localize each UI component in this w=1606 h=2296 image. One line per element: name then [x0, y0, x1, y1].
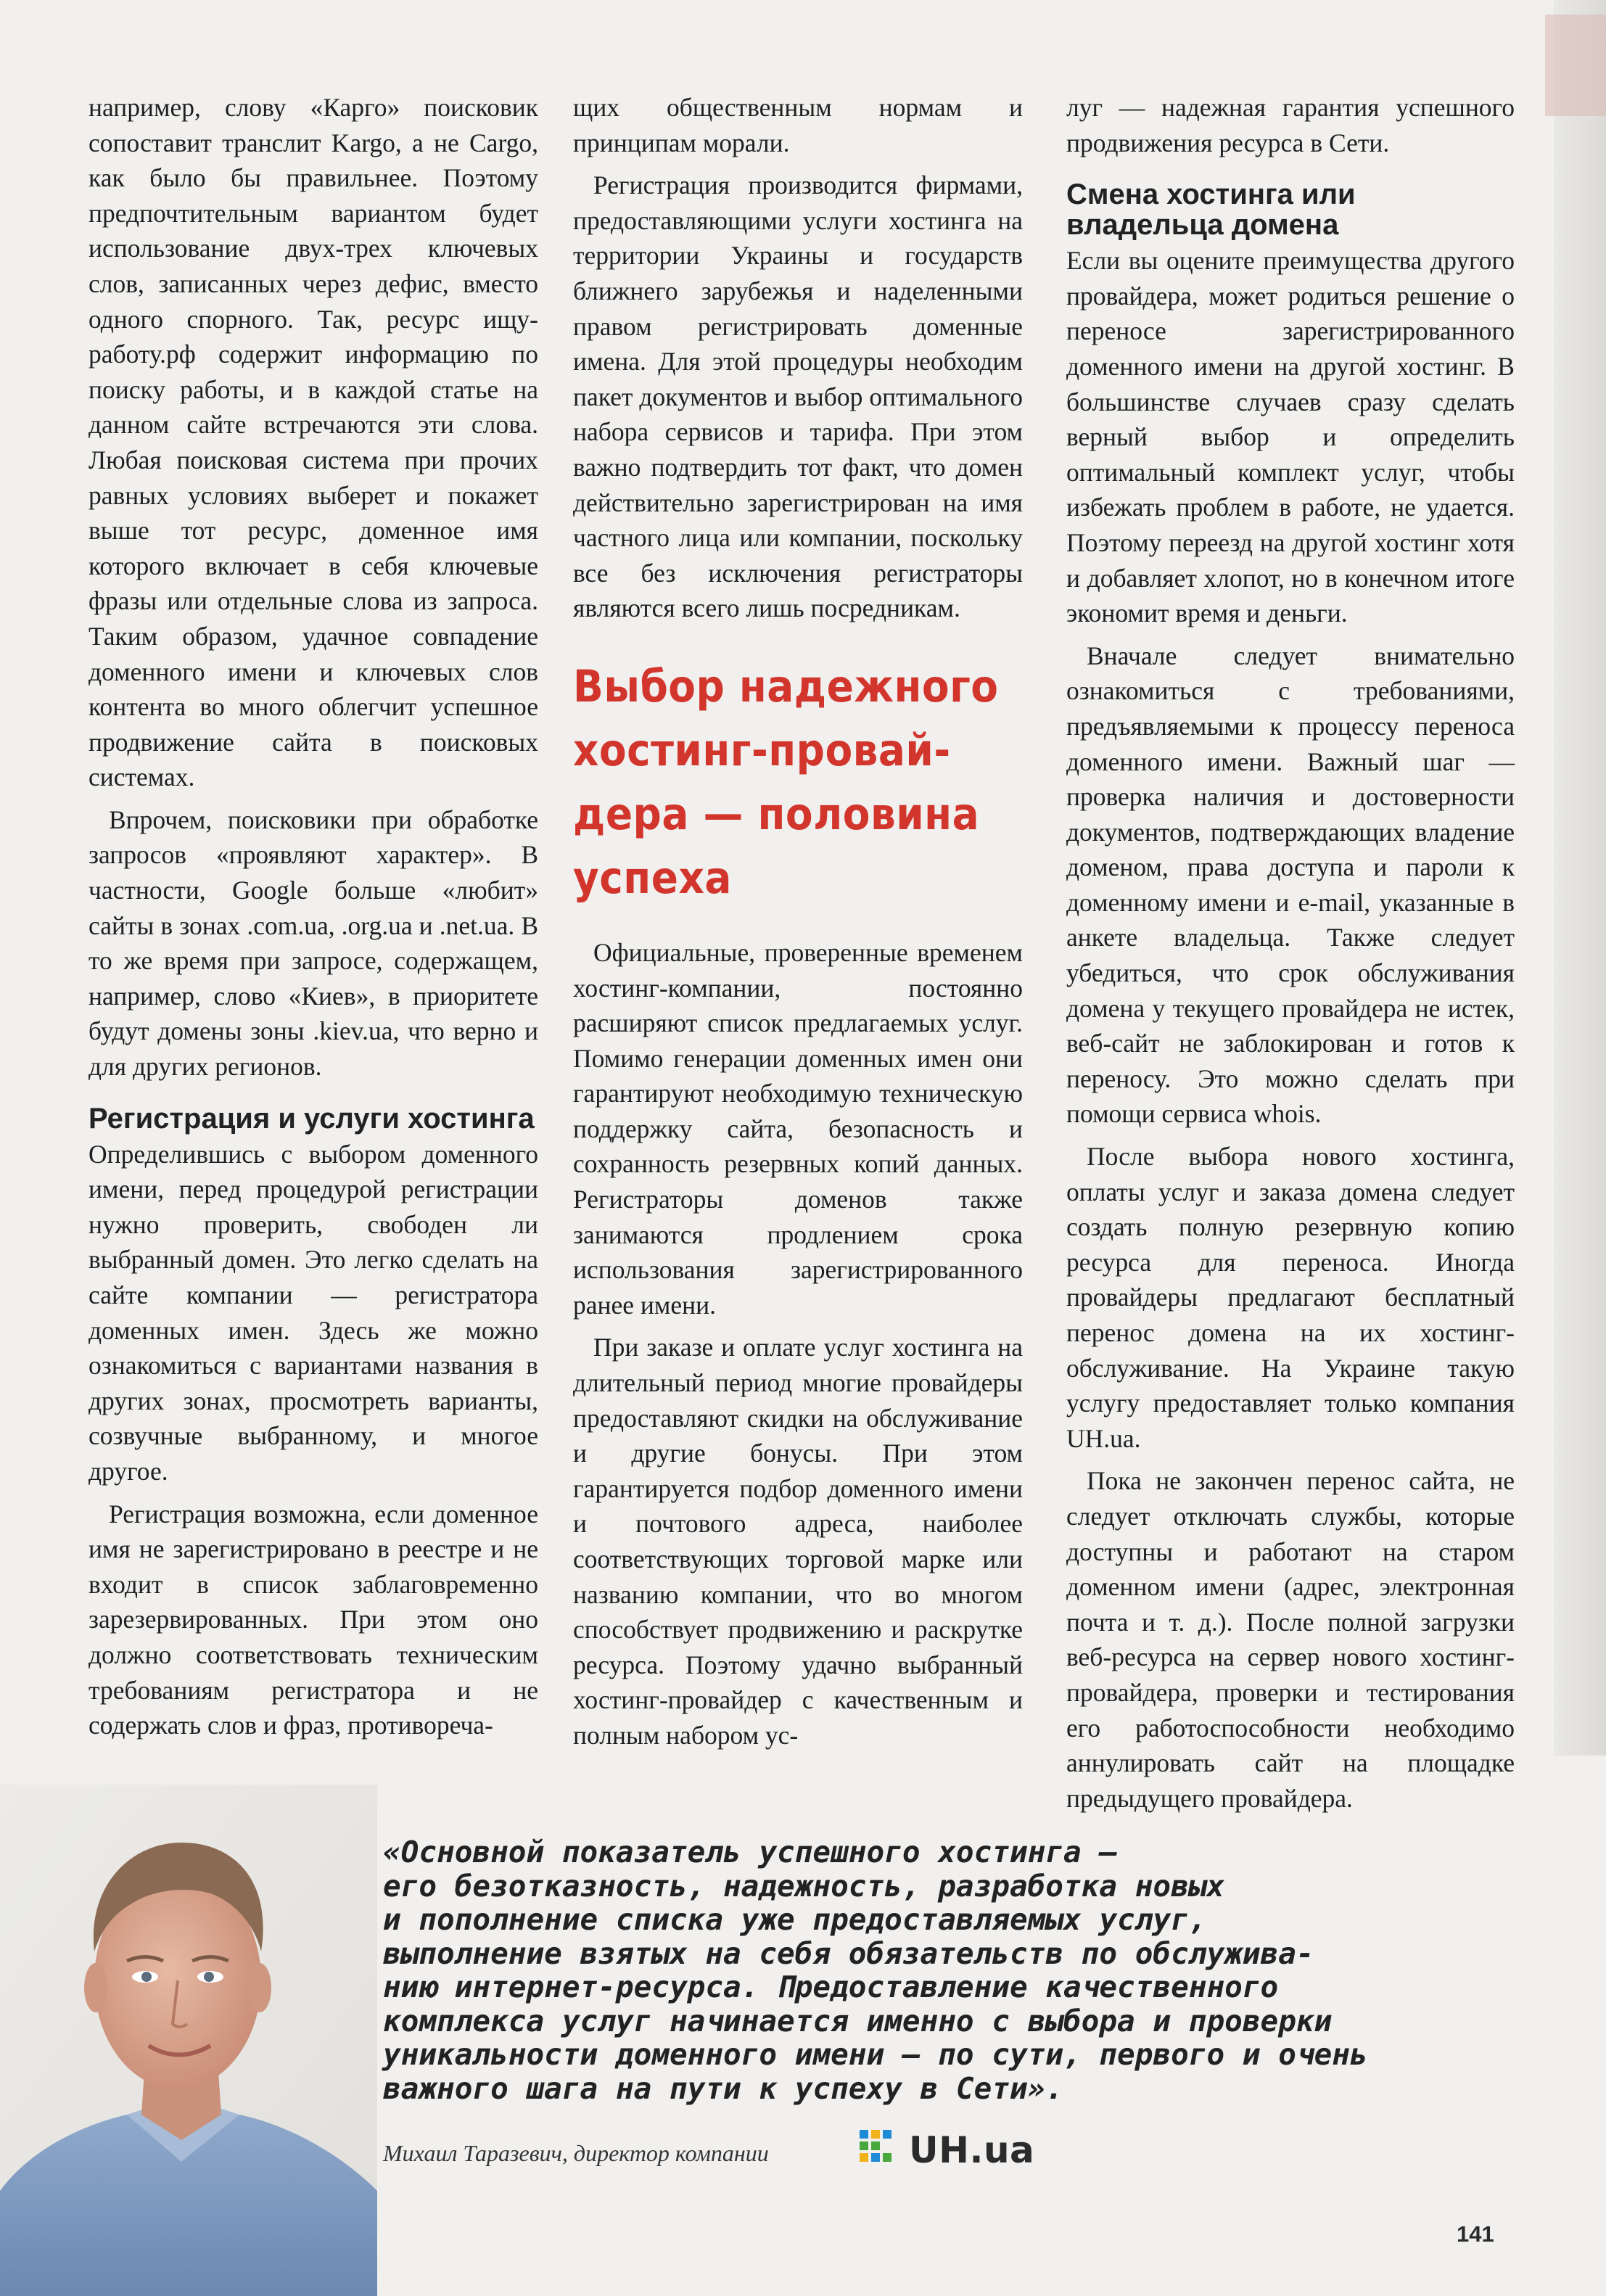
- quote-author: Михаил Таразевич, директор компании: [383, 2140, 769, 2166]
- paragraph: луг — надежная гарантия успешного продвижения ресурса в Сети.: [1066, 93, 1515, 157]
- paragraph: При заказе и оплате услуг хостинга на длительный период многие провайдеры предоставляют скидки на обслуживание и другие бонусы. При этом гарантируется подбор доменного имени и почтового адреса, наиболее соответствующих торговой марке или названию компании, что во многом способствует продвижению и раскрутке ресурса. Поэтому удачно выбранный хостинг-провайдер с качественным и полным набором ус-: [573, 1333, 1023, 1750]
- quote-line: важного шага на пути к успеху в Сети».: [383, 2070, 1063, 2106]
- adjacent-page-red-mark: [1545, 15, 1606, 116]
- quote-line: «Основной показатель успешного хостинга —: [383, 1835, 1118, 1869]
- article-column-1: [88, 90, 538, 1743]
- paragraph: Определившись с выбором доменного имени, перед процедурой регистрации нужно проверить, свободен ли выбранный домен. Это легко сделать на сайте компании — регистратора доменных имен. Здесь же можно ознакомиться с вариантами названия в других зонах, просмотреть варианты, созвучные выбранному, и многое другое.: [88, 1139, 538, 1486]
- paragraph: Регистрация производится фирмами, предоставляющими услуги хостинга на территории Украины и государств ближнего зарубежья и наделенными правом регистрировать доменные имена. Для этой процедуры необходим пакет документов и выбор оптимального набора сервисов и тарифа. При этом важно подтвердить тот факт, что домен действительно зарегистрирован на имя частного лица или компании, поскольку все без исключения регистраторы являются всего лишь посредникам.: [573, 170, 1023, 623]
- paragraph: например, слову «Карго» поисковик сопоставит транслит Kargo, а не Cargo, как было бы правильнее. Поэтому предпочтительным вариантом будет использование двух-трех ключевых слов, записанных через дефис, вместо одного спорного. Так, ресурс ищу-работу.рф содержит информацию по поиску работы, и в каждой статье на данном сайте встречаются эти слова. Любая поисковая система при прочих равных условиях выберет и покажет выше тот ресурс, доменное имя которого включает в себя ключевые фразы или отдельные слова из запроса. Таким образом, удачное совпадение доменного имени и ключевых слов контента во много облегчит успешное продвижение сайта в поисковых системах.: [88, 93, 538, 792]
- pull-quote: [383, 1835, 1486, 2105]
- paragraph: Официальные, проверенные временем хостинг-компании, постоянно расширяют список предлагаемых услуг. Помимо генерации доменных имен они гарантируют необходимую техническую поддержку сайта, безопасность и сохранность резервных копий данных. Регистраторы доменов также занимаются продлением срока использования зарегистрированного ранее имени.: [573, 937, 1023, 1320]
- paragraph: Если вы оцените преимущества другого провайдера, может родиться решение о переносе зарегистрированного доменного имени на другой хостинг. В большинстве случаев сразу сделать верный выбор и определить оптимальный комплект услуг, чтобы избежать проблем в работе, не удается. Поэтому переезд на другой хостинг хотя и добавляет хлопот, но в конечном итоге экономит время и деньги.: [1066, 246, 1515, 628]
- paragraph: Пока не закончен перенос сайта, не следует отключать службы, которые доступны и работают на старом доменном имени (адрес, электронная почта и т. д.). После полной загрузки веб-ресурса на сервер нового хостинг-провайдера, проверки и тестирования его работоспособности необходимо аннулировать сайт на площадке предыдущего провайдера.: [1066, 1466, 1515, 1813]
- author-portrait: [0, 1785, 377, 2296]
- section-headline: Выбор надежного хостинг-провай-дера — половина успеха: [573, 660, 999, 904]
- section-subheading: Смена хостинга или владельца домена: [1066, 178, 1356, 242]
- paragraph: Вначале следует внимательно ознакомиться с требованиями, предъявляемыми к процессу переноса доменного имени. Важный шаг — проверка наличия и достоверности документов, подтверждающих владение доменом, права доступа и пароли к доменному имени и e-mail, указанные в анкете владельца. Также следует убедиться, что срок обслуживания домена у текущего провайдера не истек, веб-сайт не заблокирован и готов к переносу. Это можно сделать при помощи сервиса whois.: [1066, 641, 1515, 1129]
- page-number: 141: [1457, 2221, 1494, 2247]
- logo-grid-icon: [858, 2128, 902, 2172]
- paragraph: щих общественным нормам и принципам морали.: [573, 93, 1023, 157]
- paragraph: После выбора нового хостинга, оплаты услуг и заказа домена следует создать полную резервную копию ресурса для переноса. Иногда провайдеры предлагают бесплатный перенос домена на их хостинг-обслуживание. На Украине такую услугу предоставляет только компания UH.ua.: [1066, 1142, 1515, 1453]
- adjacent-page-edge: [1554, 0, 1606, 1756]
- paragraph: Регистрация возможна, если доменное имя не зарегистрировано в реестре и не входит в список заблаговременно зарезервированных. При этом оно должно соответствовать техническим требованиям регистратора и не содержать слов и фраз, противореча-: [88, 1499, 538, 1740]
- article-column-2: [573, 90, 1023, 1753]
- quote-line: и пополнение списка уже предоставляемых услуг,: [383, 1902, 1207, 1937]
- quote-line: выполнение взятых на себя обязательств по обслужива-: [383, 1935, 1314, 1971]
- logo-text: UH.ua: [909, 2129, 1035, 2171]
- quote-line: уникальности доменного имени — по сути, первого и очень: [383, 2037, 1368, 2072]
- uh-ua-logo: [858, 2127, 1034, 2173]
- quote-line: нию интернет-ресурса. Предоставление качественного: [383, 1970, 1279, 2004]
- quote-line: комплекса услуг начинается именно с выбора и проверки: [383, 2003, 1333, 2038]
- article-column-3: [1066, 90, 1515, 1816]
- quote-line: его безотказность, надежность, разработка новых: [383, 1868, 1225, 1904]
- section-subheading: Регистрация и услуги хостинга: [88, 1102, 535, 1135]
- paragraph: Впрочем, поисковики при обработке запросов «проявляют характер». В частности, Google больше «любит» сайты в зонах .com.ua, .org.ua и .net.ua. В то же время при запросе, содержащем, например, слово «Киев», в приоритете будут домены зоны .kiev.ua, что верно и для других регионов.: [88, 805, 538, 1082]
